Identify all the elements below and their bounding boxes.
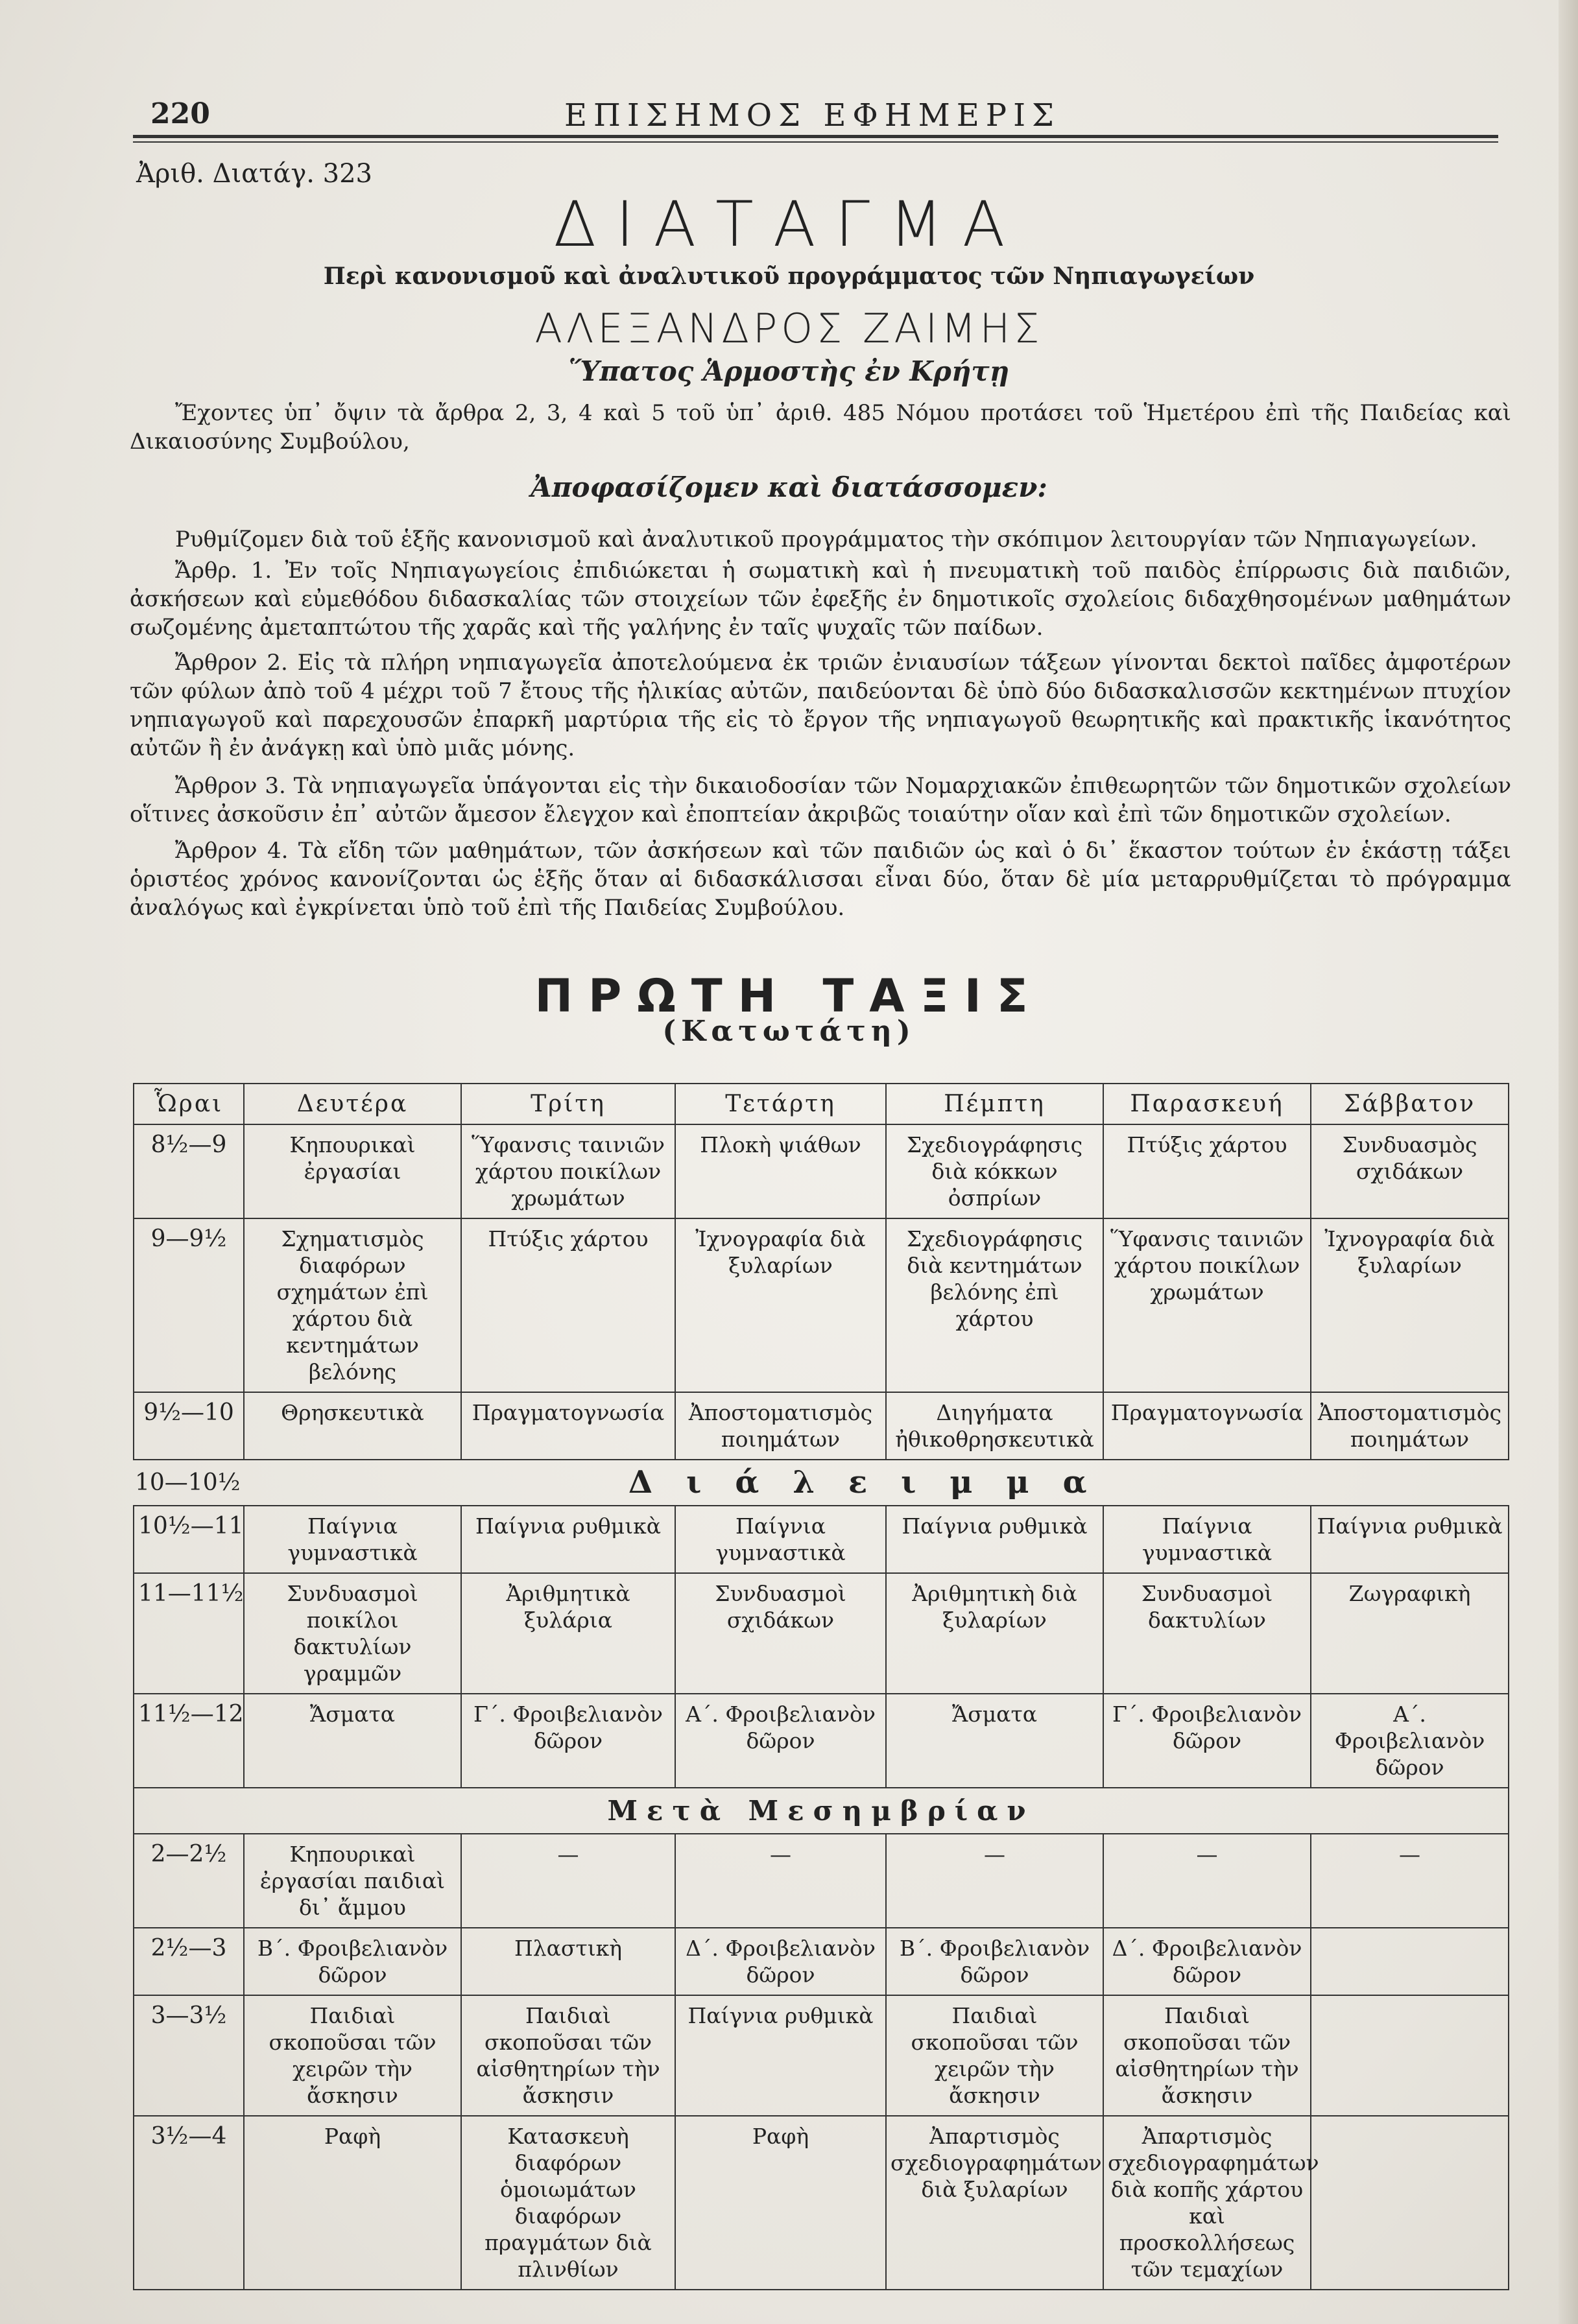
table-body [134,1124,1509,2290]
table-cell: Ραφὴ [244,2116,461,2290]
time-cell: 9—9½ [134,1218,244,1392]
schedule-table-wrapper [133,1083,1508,2290]
table-cell: Συνδυασμοὶ σχιδάκων [675,1573,886,1694]
table-cell: Β΄. Φροιβελιανὸν δῶρον [886,1928,1103,1995]
table-cell: Δ΄. Φροιβελιανὸν δῶρον [675,1928,886,1995]
preamble-paragraph: Ἔχοντες ὑπ᾽ ὄψιν τὰ ἄρθρα 2, 3, 4 καὶ 5 τοῦ ὑπ᾽ ἀριθ. 485 Νόμου προτάσει τοῦ Ἡμετέρου ἐπὶ τῆς Παιδείας καὶ Δικαιοσύνης Συμβούλου, [130,400,1511,455]
table-row [134,1573,1509,1694]
column-header: Δευτέρα [244,1084,461,1124]
table-cell: Παίγνια γυμναστικὰ [244,1506,461,1573]
issuer-name: ΑΛΕΞΑΝΔΡΟΣ ΖΑΙΜΗΣ [534,305,1044,352]
table-cell [1311,1995,1509,2116]
table-cell: Παίγνια ρυθμικὰ [1311,1506,1509,1573]
time-cell: 2—2½ [134,1834,244,1928]
table-cell: — [461,1834,675,1928]
article-1: Ἄρθρ. 1. Ἐν τοῖς Νηπιαγωγείοις ἐπιδιώκεται ἡ σωματικὴ καὶ ἡ πνευματικὴ τοῦ παιδὸς ἐπίρρωσις διὰ παιδιῶν, ἀσκήσεων καὶ εὐμεθόδου διδασκαλίας τῶν στοιχείων τῶν ἐφεξῆς ἐν δημοτικοῖς σχολείοις διδαχθησομένων μαθημάτων σωζομένης ἀμεταπτώτου τῆς χαρᾶς καὶ τῆς γαλήνης ἐν ταῖς ψυχαῖς τῶν παίδων. [130,558,1511,641]
time-cell: 11½—12 [134,1694,244,1788]
table-cell: Ἀριθμητικὴ διὰ ξυλαρίων [886,1573,1103,1694]
table-cell: Σχεδιογράφησις διὰ κόκκων ὀσπρίων [886,1124,1103,1218]
article-4: Ἄρθρον 4. Τὰ εἴδη τῶν μαθημάτων, τῶν ἀσκήσεων καὶ τῶν παιδιῶν ὡς καὶ ὁ δι᾽ ἕκαστον τούτων ἐν ἑκάστῃ τάξει ὁριστέος χρόνος κανονίζονται ὡς ἑξῆς ὅταν αἱ διδασκάλισσαι εἶναι δύο, ὅταν δὲ μία μεταρρυθμίζεται τὸ πρόγραμμα ἀναλόγως καὶ ἐγκρίνεται ὑπὸ τοῦ ἐπὶ τῆς Παιδείας Συμβούλου. [130,838,1511,921]
afternoon-label: Μετὰ Μεσημβρίαν [134,1788,1509,1834]
table-cell: — [886,1834,1103,1928]
table-cell [1311,1928,1509,1995]
table-row [134,2116,1509,2290]
intro-paragraph: Ρυθμίζομεν διὰ τοῦ ἑξῆς κανονισμοῦ καὶ ἀναλυτικοῦ προγράμματος τὴν σκόπιμον λειτουργίαν τῶν Νηπιαγωγείων. [175,527,1477,552]
table-row [134,1218,1509,1392]
table-cell: Α΄. Φροιβελιανὸν δῶρον [1311,1694,1509,1788]
column-header: Τρίτη [461,1084,675,1124]
time-cell: 3½—4 [134,2116,244,2290]
table-cell: Παίγνια γυμναστικὰ [675,1506,886,1573]
time-cell: 8½—9 [134,1124,244,1218]
table-cell: Παιδιαὶ σκοποῦσαι τῶν χειρῶν τὴν ἄσκησιν [886,1995,1103,2116]
table-cell: Ὕφανσις ταινιῶν χάρτου ποικίλων χρωμάτων [461,1124,675,1218]
table-cell: Γ΄. Φροιβελιανὸν δῶρον [1103,1694,1311,1788]
table-cell: Δ΄. Φροιβελιανὸν δῶρον [1103,1928,1311,1995]
table-row [134,1124,1509,1218]
table-cell: Ἰχνογραφία διὰ ξυλαρίων [675,1218,886,1392]
table-cell: Κηπουρικαὶ ἐργασίαι παιδιαὶ δι᾽ ἄμμου [244,1834,461,1928]
table-cell: Συνδυασμοὶ δακτυλίων [1103,1573,1311,1694]
column-header: Σάββατον [1311,1084,1509,1124]
table-cell: Παίγνια ρυθμικὰ [675,1995,886,2116]
table-header-row [134,1084,1509,1124]
table-cell: Κηπουρικαὶ ἐργασίαι [244,1124,461,1218]
table-cell: Κατασκευὴ διαφόρων ὁμοιωμάτων διαφόρων πραγμάτων διὰ πλινθίων [461,2116,675,2290]
table-cell: Παιδιαὶ σκοποῦσαι τῶν αἰσθητηρίων τὴν ἄσκησιν [1103,1995,1311,2116]
table-cell: Σχηματισμὸς διαφόρων σχημάτων ἐπὶ χάρτου διὰ κεντημάτων βελόνης [244,1218,461,1392]
table-cell: Πραγματογνωσία [1103,1392,1311,1460]
table-row [134,1694,1509,1788]
decree-title: ΔΙΑΤΑΓΜΑ [553,188,1025,261]
table-cell: Ζωγραφικὴ [1311,1573,1509,1694]
table-row [134,1392,1509,1460]
table-cell: — [1311,1834,1509,1928]
table-cell: — [1103,1834,1311,1928]
table-cell: Πραγματογνωσία [461,1392,675,1460]
table-cell: Ἄσματα [886,1694,1103,1788]
break-time: 10—10½ [135,1469,241,1496]
break-row [134,1460,1509,1506]
table-cell: Α΄. Φροιβελιανὸν δῶρον [675,1694,886,1788]
table-cell: Ἀριθμητικὰ ξυλάρια [461,1573,675,1694]
time-cell: 2½—3 [134,1928,244,1995]
table-cell: Συνδυασμοὶ ποικίλοι δακτυλίων γραμμῶν [244,1573,461,1694]
time-cell: 3—3½ [134,1995,244,2116]
table-cell [1311,2116,1509,2290]
decree-subtitle: Περὶ κανονισμοῦ καὶ ἀναλυτικοῦ προγράμματος τῶν Νηπιαγωγείων [323,263,1255,290]
column-header: Τετάρτη [675,1084,886,1124]
decree-formula: Ἀποφασίζομεν καὶ διατάσσομεν: [531,471,1047,503]
time-cell: 10½—11 [134,1506,244,1573]
header-rule-thin [133,141,1498,143]
header-rule-thick [133,135,1498,138]
class-title: ΠΡΩΤΗ ΤΑΞΙΣ [534,969,1044,1023]
table-cell: Πτύξις χάρτου [1103,1124,1311,1218]
table-cell: Ὕφανσις ταινιῶν χάρτου ποικίλων χρωμάτων [1103,1218,1311,1392]
afternoon-row [134,1788,1509,1834]
time-cell: 11—11½ [134,1573,244,1694]
table-cell: Παιδιαὶ σκοποῦσαι τῶν χειρῶν τὴν ἄσκησιν [244,1995,461,2116]
page-number: 220 [150,97,210,130]
time-cell: 9½—10 [134,1392,244,1460]
table-cell: Παιδιαὶ σκοποῦσαι τῶν αἰσθητηρίων τὴν ἄσκησιν [461,1995,675,2116]
table-row [134,1506,1509,1573]
table-cell: Πλοκὴ ψιάθων [675,1124,886,1218]
article-3: Ἄρθρον 3. Τὰ νηπιαγωγεῖα ὑπάγονται εἰς τὴν δικαιοδοσίαν τῶν Νομαρχιακῶν ἐπιθεωρητῶν τῶν δημοτικῶν σχολείων οἵτινες ἀσκοῦσιν ἐπ᾽ αὐτῶν ἄμεσον ἔλεγχον καὶ ἐποπτείαν ἀκριβῶς τοιαύτην οἵαν καὶ ἐπὶ τῶν δημοτικῶν σχολείων. [130,773,1511,827]
table-cell: Ραφὴ [675,2116,886,2290]
table-cell: Παίγνια ρυθμικὰ [461,1506,675,1573]
table-cell: — [675,1834,886,1928]
table-cell: Ἀπαρτισμὸς σχεδιογραφημάτων διὰ ξυλαρίων [886,2116,1103,2290]
table-cell: Γ΄. Φροιβελιανὸν δῶρον [461,1694,675,1788]
class-subtitle: (Κατωτάτη) [662,1015,916,1048]
table-cell: Ἀπαρτισμὸς σχεδιογραφημάτων διὰ κοπῆς χάρτου καὶ προσκολλήσεως τῶν τεμαχίων [1103,2116,1311,2290]
table-cell: Σχεδιογράφησις διὰ κεντημάτων βελόνης ἐπὶ χάρτου [886,1218,1103,1392]
issuer-office: Ὕπατος Ἁρμοστὴς ἐν Κρήτῃ [568,355,1010,387]
column-header: Ὧραι [134,1084,244,1124]
table-row [134,1995,1509,2116]
table-cell: Πτύξις χάρτου [461,1218,675,1392]
table-cell: Πλαστικὴ [461,1928,675,1995]
table-cell: Ἰχνογραφία διὰ ξυλαρίων [1311,1218,1509,1392]
running-title: ΕΠΙΣΗΜΟΣ ΕΦΗΜΕΡΙΣ [564,97,1060,134]
table-cell: Διηγήματα ἠθικοθρησκευτικὰ [886,1392,1103,1460]
table-cell: Β΄. Φροιβελιανὸν δῶρον [244,1928,461,1995]
table-cell: Θρησκευτικὰ [244,1392,461,1460]
table-row [134,1834,1509,1928]
article-2: Ἄρθρον 2. Εἰς τὰ πλήρη νηπιαγωγεῖα ἀποτελούμενα ἐκ τριῶν ἐνιαυσίων τάξεων γίνονται δεκτοὶ παῖδες ἀμφοτέρων τῶν φύλων ἀπὸ τοῦ 4 μέχρι τοῦ 7 ἔτους τῆς ἡλικίας αὐτῶν, παιδεύονται δὲ ὑπὸ δύο διδασκαλισσῶν κεκτημένων πτυχίον νηπιαγωγοῦ καὶ παρεχουσῶν ἐπαρκῆ μαρτύρια τῆς εἰς τὸ ἔργον τῆς νηπιαγωγοῦ θεωρητικῆς καὶ πρακτικῆς ἱκανότητος αὐτῶν ἢ ἐν ἀνάγκῃ καὶ ὑπὸ μιᾶς μόνης. [130,650,1511,761]
table-cell: Ἄσματα [244,1694,461,1788]
table-cell: Ἀποστοματισμὸς ποιημάτων [675,1392,886,1460]
column-header: Πέμπτη [886,1084,1103,1124]
column-header: Παρασκευή [1103,1084,1311,1124]
table-cell: Παίγνια γυμναστικὰ [1103,1506,1311,1573]
table-row [134,1928,1509,1995]
table-cell: Παίγνια ρυθμικὰ [886,1506,1103,1573]
table-cell: Συνδυασμὸς σχιδάκων [1311,1124,1509,1218]
table-cell: Ἀποστοματισμὸς ποιημάτων [1311,1392,1509,1460]
schedule-table [133,1083,1509,2290]
break-label: Διάλειμμα [628,1464,1121,1500]
decree-number: Ἀριθ. Διατάγ. 323 [136,159,373,189]
break-cell [134,1460,1509,1506]
